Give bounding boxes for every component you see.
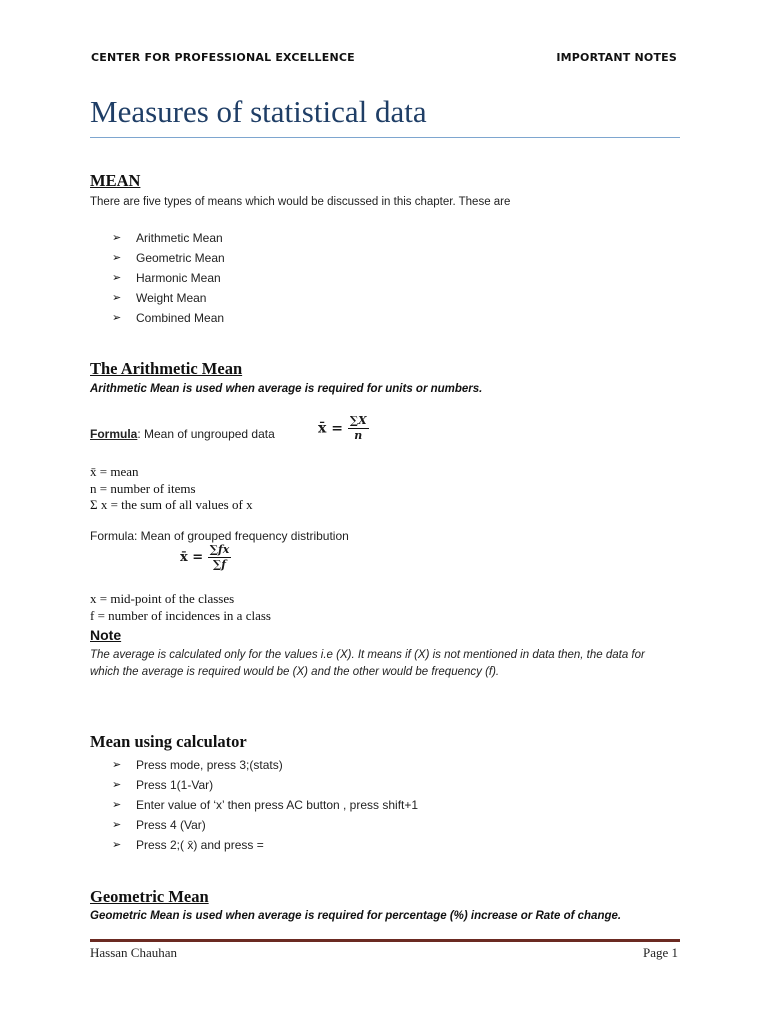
mean-heading: MEAN [90, 171, 141, 190]
defs2 [90, 591, 271, 624]
list-item: ➢ Harmonic Mean [136, 268, 225, 288]
formula1 [318, 414, 369, 443]
title-underline [90, 137, 680, 138]
formula2-numerator: ∑fx [209, 543, 230, 556]
list-item: ➢ Geometric Mean [136, 248, 225, 268]
arrow-bullet-icon: ➢ [112, 759, 122, 771]
list-item: ➢ Press 2;( x̄) and press = [136, 835, 418, 855]
note-text: The average is calculated only for the values i.e (X). It means if (X) is not mentioned in data then, the data for which the average is required would be (X) and the other would be frequency (f). [90, 649, 645, 678]
formula2-lhs: x̄ = [180, 550, 204, 565]
arrow-bullet-icon: ➢ [112, 252, 122, 264]
list-item: ➢ Press mode, press 3;(stats) [136, 755, 418, 775]
geometric-subtitle: Geometric Mean is used when average is required for percentage (%) increase or Rate of change. [90, 910, 622, 922]
note-heading: Note [90, 627, 122, 643]
formula2-label: Formula: Mean of grouped frequency distribution [90, 529, 349, 543]
def-item: x̄ = mean [90, 464, 139, 479]
list-item: ➢ Press 4 (Var) [136, 815, 418, 835]
defs1 [90, 464, 253, 514]
calculator-steps-list [112, 755, 419, 855]
footer-page-number: Page 1 [642, 945, 678, 960]
formula2-denominator: ∑f [212, 558, 226, 571]
header-right: IMPORTANT NOTES [556, 51, 677, 64]
formula1-lhs: x̄ = [318, 420, 343, 437]
formula1-numerator: ∑X [349, 414, 367, 427]
mean-intro: There are five types of means which would be discussed in this chapter. These are [90, 196, 511, 208]
list-item: ➢ Press 1(1-Var) [136, 775, 418, 795]
geometric-heading: Geometric Mean [90, 887, 209, 906]
calculator-heading: Mean using calculator [90, 732, 247, 751]
arrow-bullet-icon: ➢ [112, 839, 122, 851]
arrow-bullet-icon: ➢ [112, 272, 122, 284]
arrow-bullet-icon: ➢ [112, 312, 122, 324]
def-item: Σ x = the sum of all values of x [90, 497, 253, 512]
arrow-bullet-icon: ➢ [112, 292, 122, 304]
list-item: ➢ Arithmetic Mean [136, 228, 225, 248]
footer-author: Hassan Chauhan [90, 945, 178, 960]
arithmetic-subtitle: Arithmetic Mean is used when average is required for units or numbers. [90, 383, 483, 395]
formula1-fraction [348, 414, 369, 443]
formula1-denominator: n [354, 429, 363, 442]
def-item: n = number of items [90, 480, 196, 496]
formula1-label-row [90, 427, 275, 441]
footer-rule [90, 939, 680, 942]
list-item: ➢ Weight Mean [136, 288, 225, 308]
arrow-bullet-icon: ➢ [112, 232, 122, 244]
list-item: ➢ Enter value of ‘x’ then press AC button , press shift+1 [136, 795, 418, 815]
formula2 [180, 543, 231, 572]
def-item: x = mid-point of the classes [90, 591, 235, 606]
formula-text: : Mean of ungrouped data [137, 427, 275, 441]
page-title: Measures of statistical data [90, 94, 427, 129]
header-left: CENTER FOR PROFESSIONAL EXCELLENCE [91, 51, 355, 64]
def-item: f = number of incidences in a class [90, 607, 271, 623]
list-item: ➢ Combined Mean [136, 308, 225, 328]
arrow-bullet-icon: ➢ [112, 819, 122, 831]
formula-label: Formula [90, 427, 138, 441]
arrow-bullet-icon: ➢ [112, 799, 122, 811]
mean-types-list [112, 228, 225, 328]
arithmetic-heading: The Arithmetic Mean [90, 359, 243, 378]
arrow-bullet-icon: ➢ [112, 779, 122, 791]
formula2-fraction [208, 543, 232, 572]
